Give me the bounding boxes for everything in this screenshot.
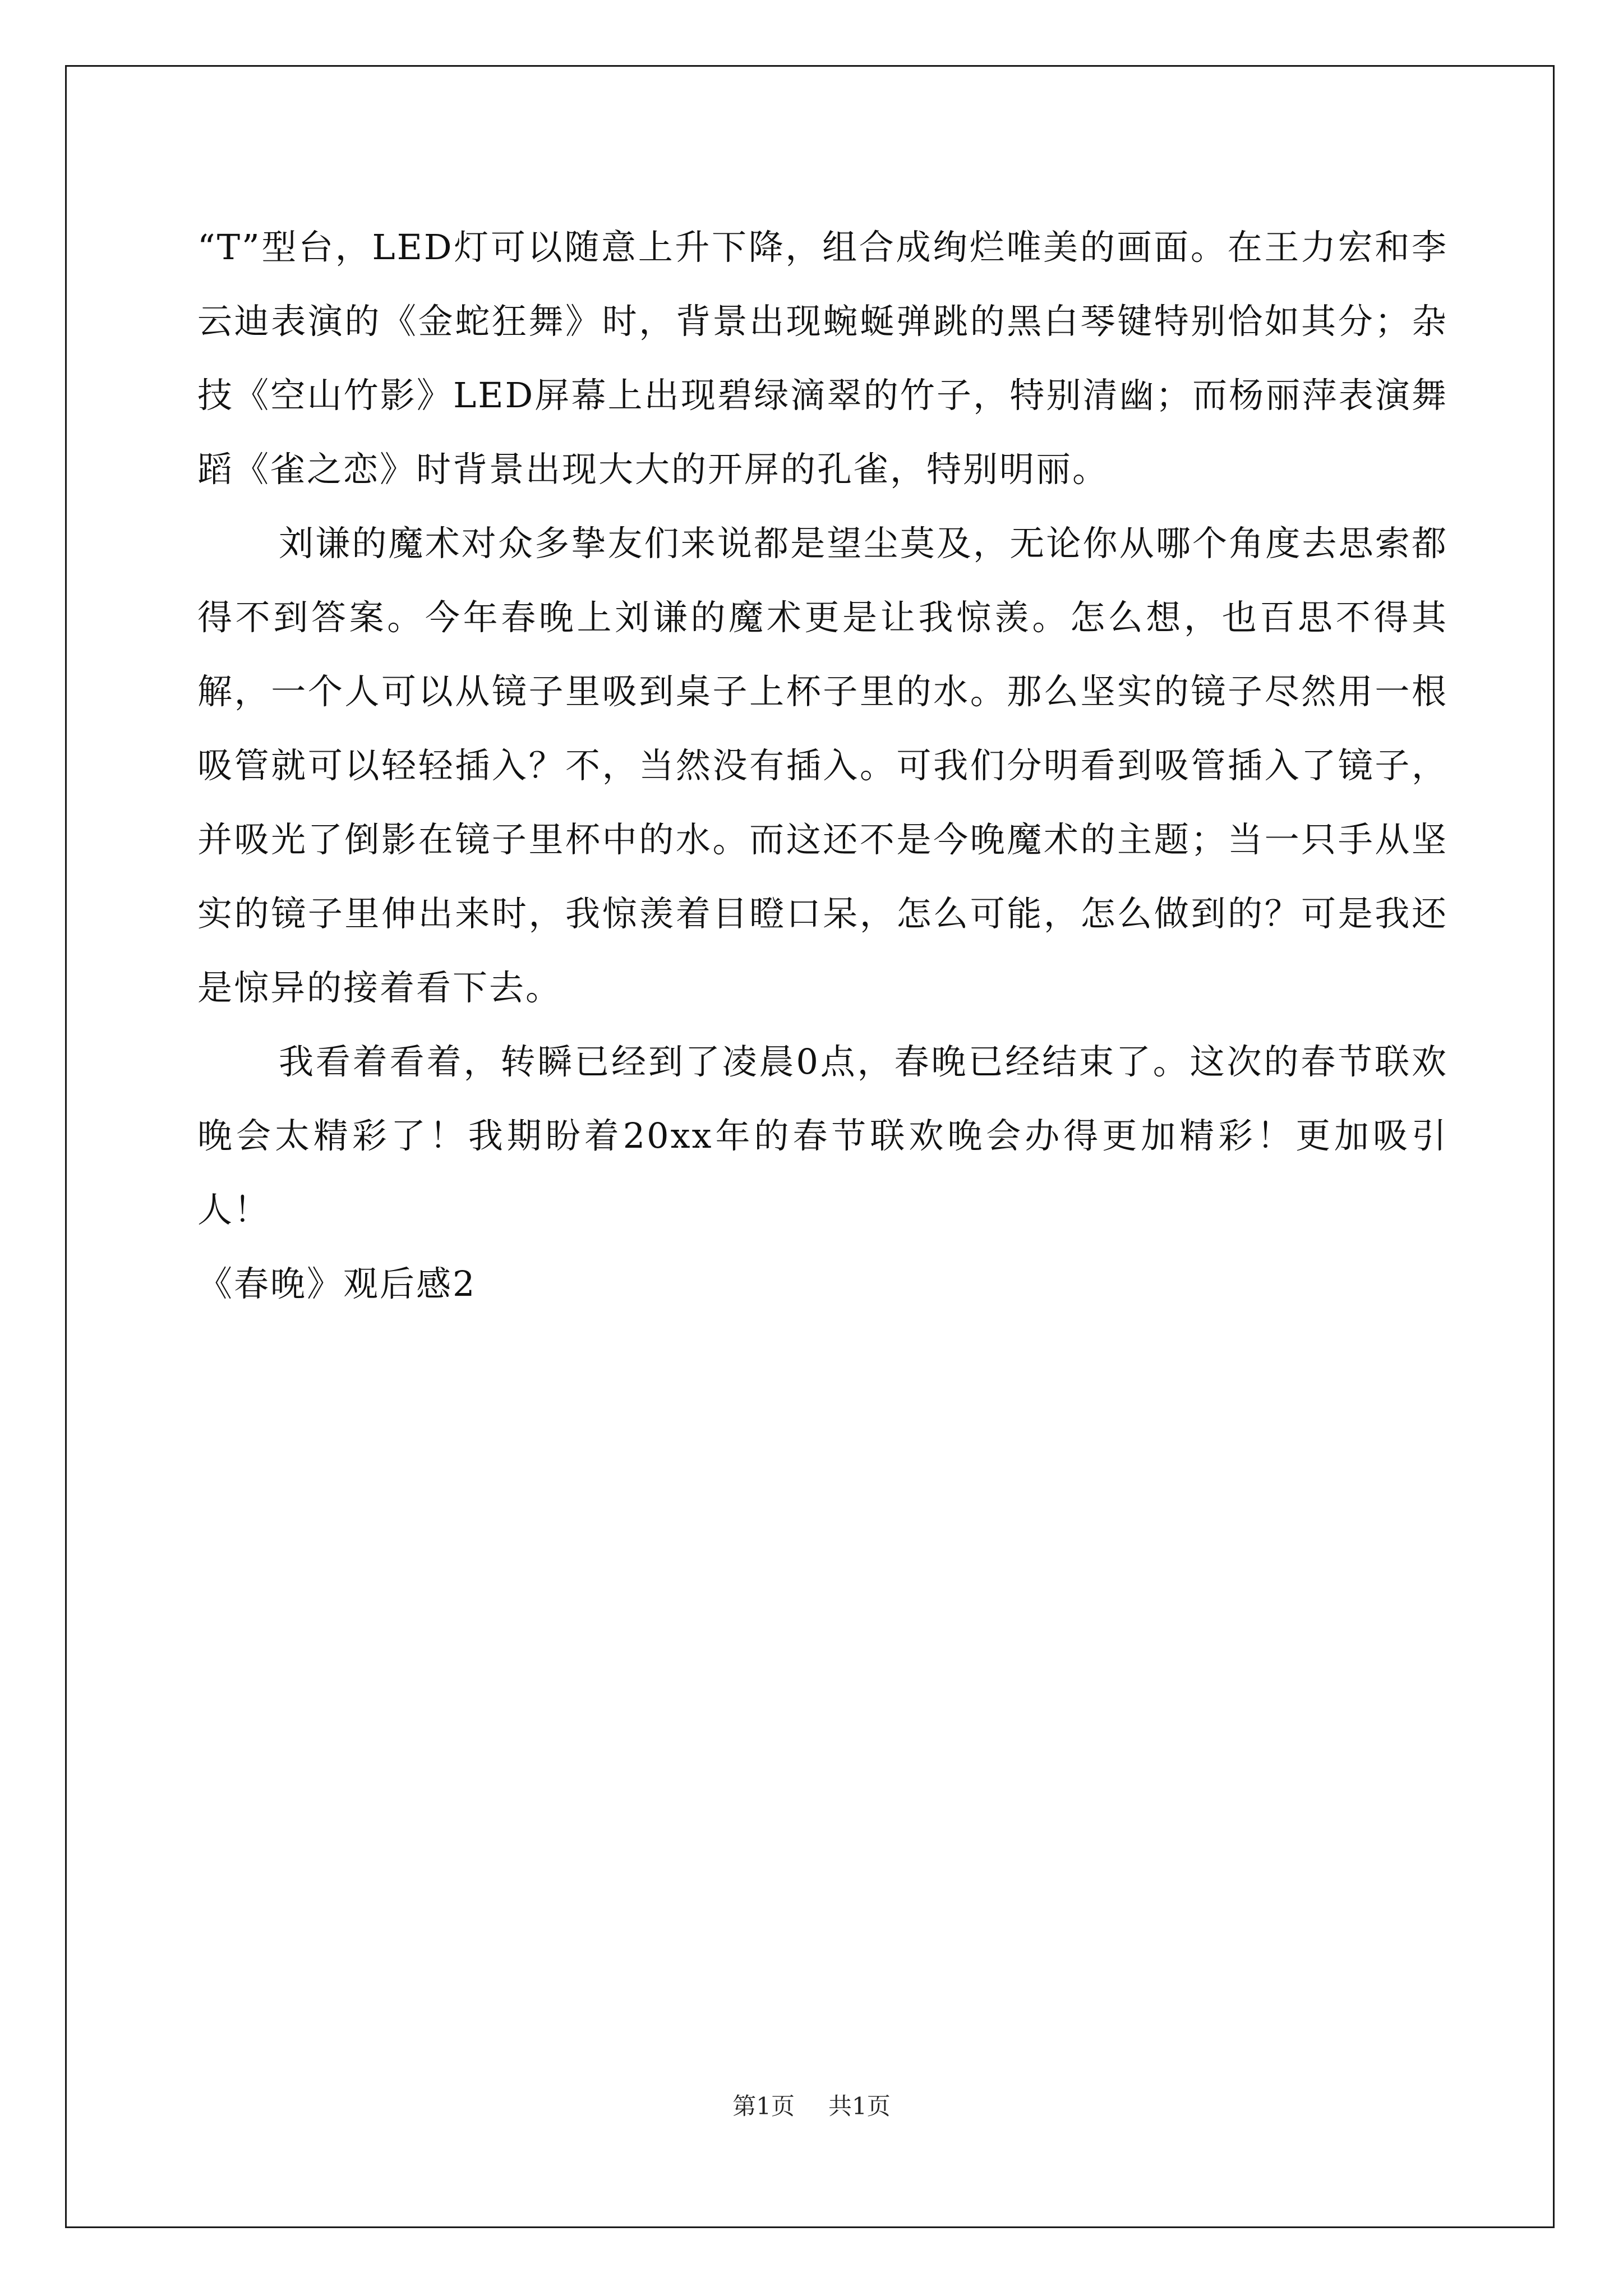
section-heading: 《春晚》观后感2 xyxy=(197,1263,477,1304)
document-body xyxy=(197,210,1448,1321)
paragraph-conclusion: 我看着看着，转瞬已经到了凌晨0点，春晚已经结束了。这次的春节联欢晚会太精彩了！我期盼着20xx年的春节联欢晚会办得更加精彩！更加吸引人！ xyxy=(197,1041,1448,1230)
paragraph-magic-show: 刘谦的魔术对众多挚友们来说都是望尘莫及，无论你从哪个角度去思索都得不到答案。今年春晚上刘谦的魔术更是让我惊羡。怎么想，也百思不得其解，一个人可以从镜子里吸到桌子上杯子里的水。那么坚实的镜子尽然用一根吸管就可以轻轻插入？不，当然没有插入。可我们分明看到吸管插入了镜子，并吸光了倒影在镜子里杯中的水。而这还不是今晚魔术的主题；当一只手从坚实的镜子里伸出来时，我惊羡着目瞪口呆，怎么可能，怎么做到的？可是我还是惊异的接着看下去。 xyxy=(197,523,1448,1008)
page-footer xyxy=(0,2090,1623,2123)
paragraph-stage-effects: “T”型台，LED灯可以随意上升下降，组合成绚烂唯美的画面。在王力宏和李云迪表演的《金蛇狂舞》时，背景出现蜿蜒弹跳的黑白琴键特别恰如其分；杂技《空山竹影》LED屏幕上出现碧绿滴翠的竹子，特别清幽；而杨丽萍表演舞蹈《雀之恋》时背景出现大大的开屏的孔雀，特别明丽。 xyxy=(197,227,1448,490)
page-number: 第1页 xyxy=(732,2092,795,2120)
page-total: 共1页 xyxy=(828,2092,891,2120)
